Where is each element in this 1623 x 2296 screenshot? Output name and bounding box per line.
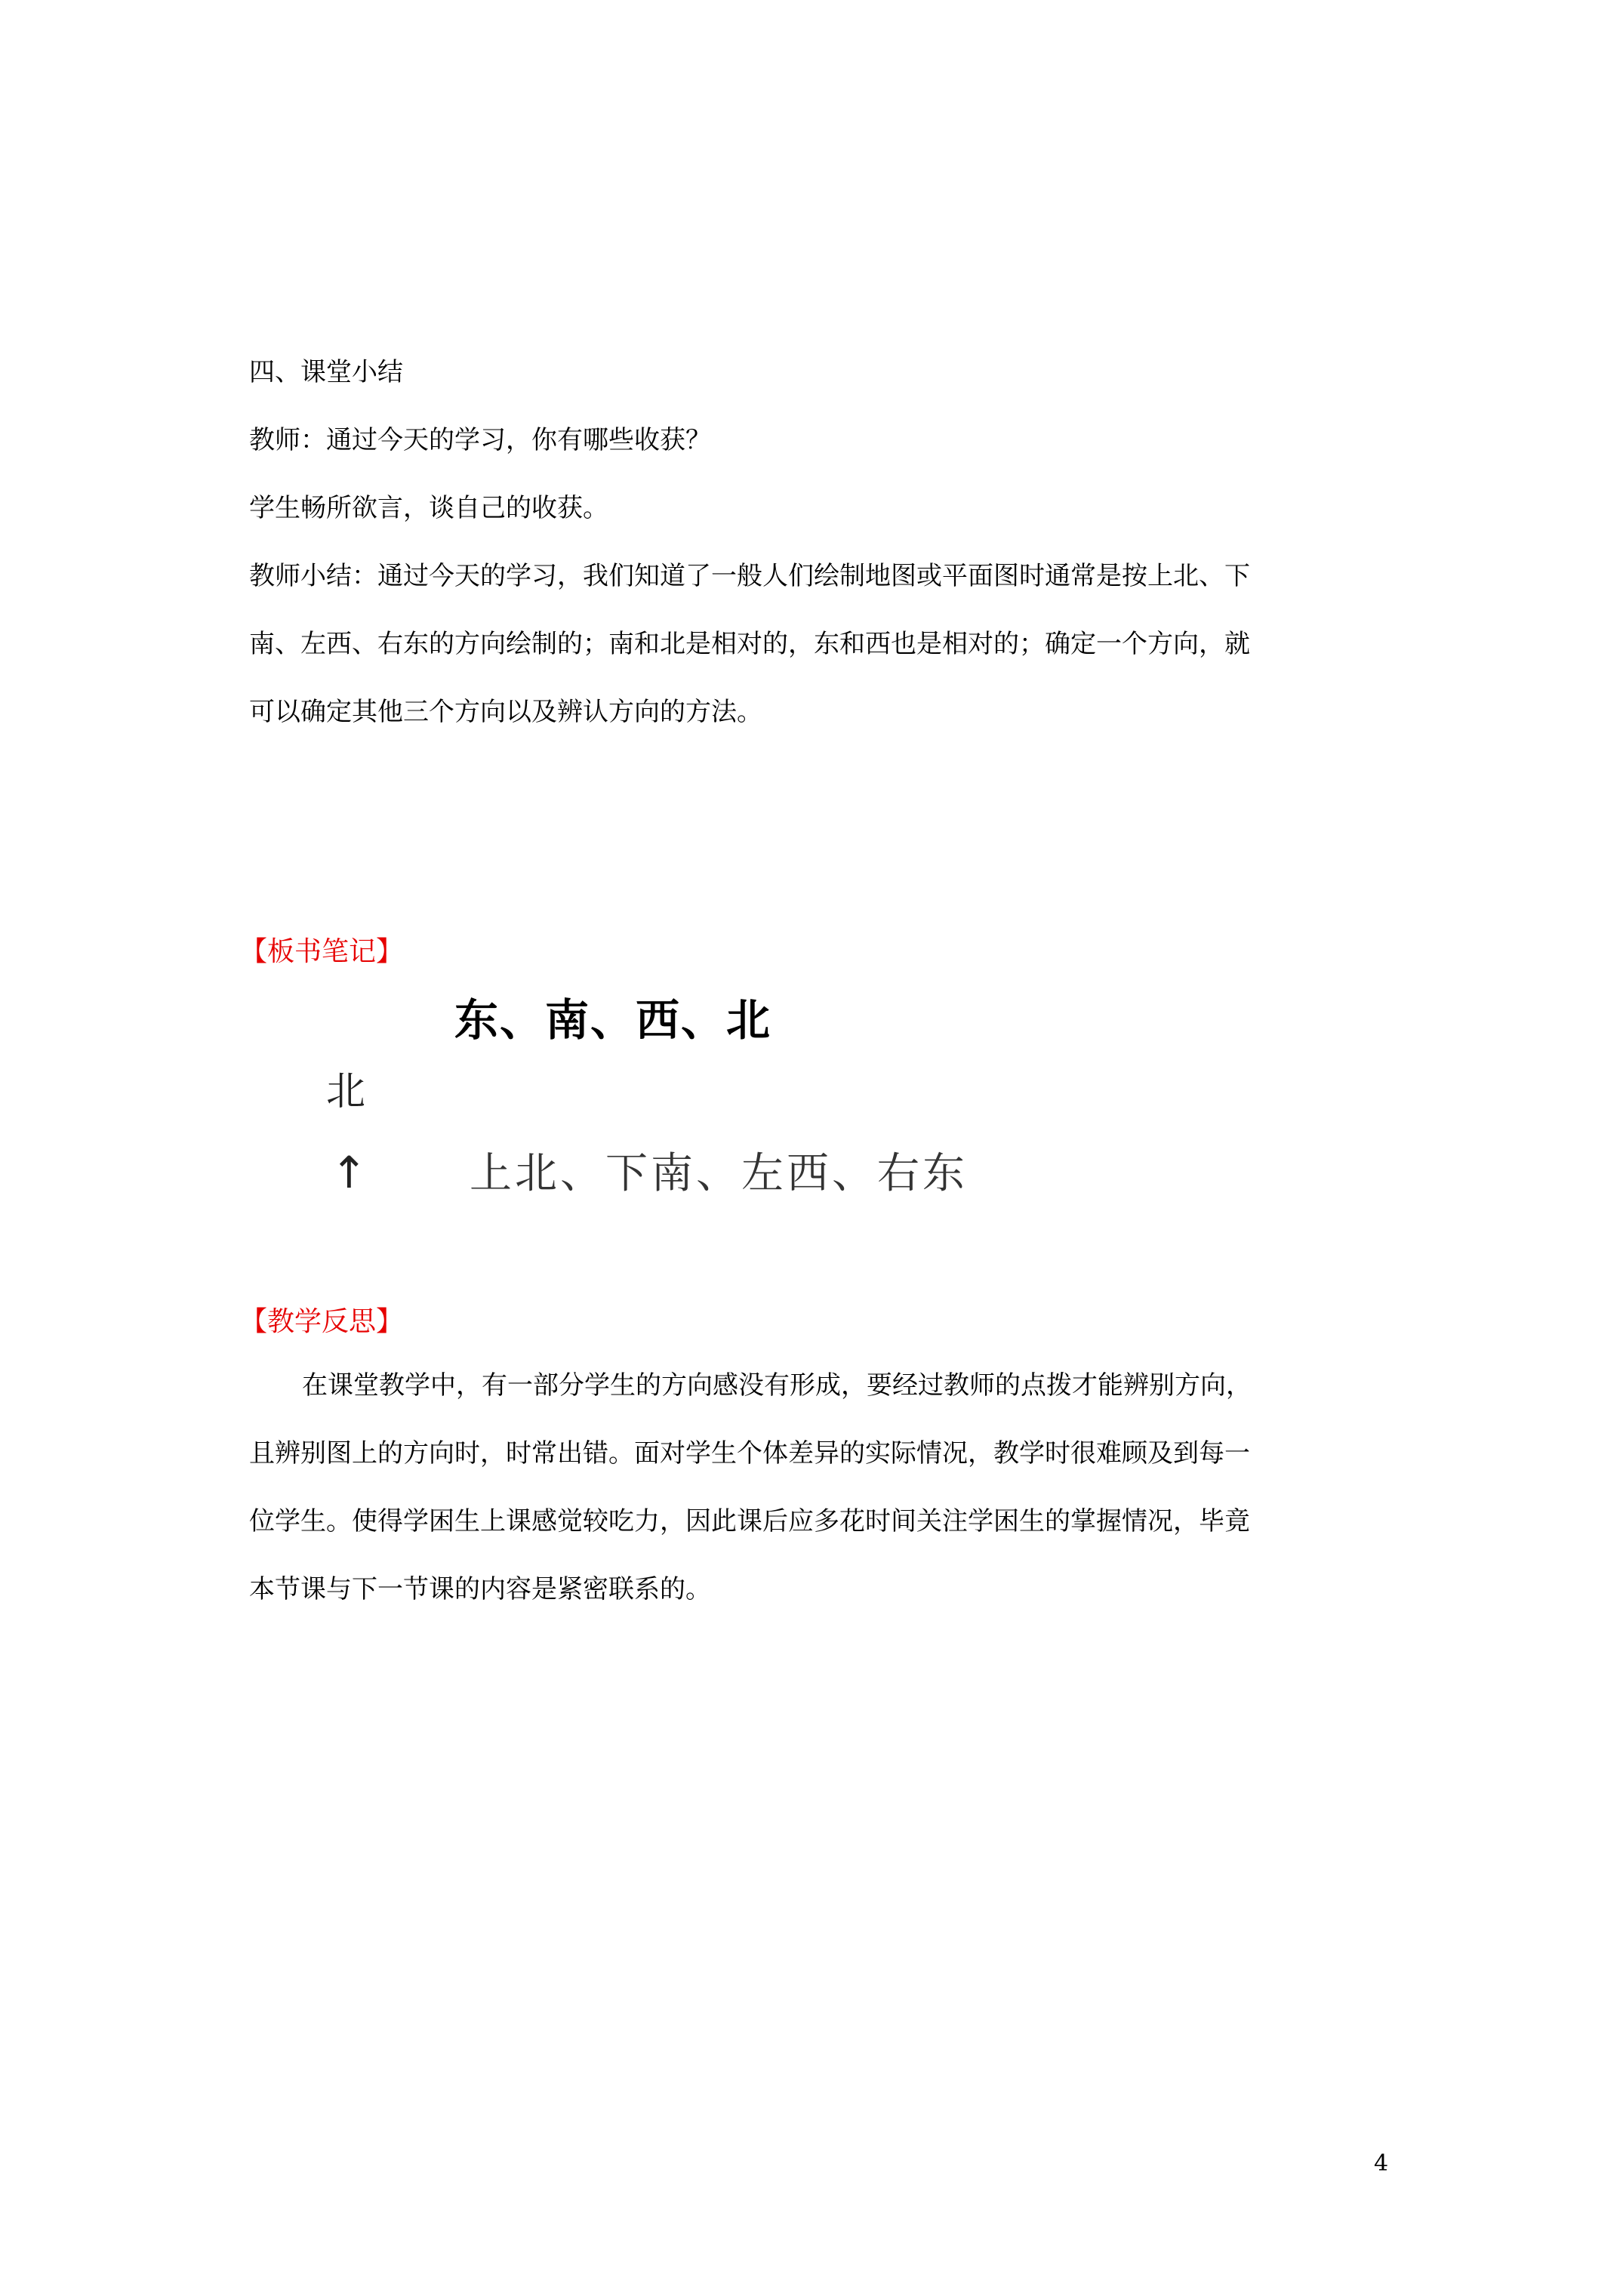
summary-line-1: 教师：通过今天的学习，你有哪些收获？ (249, 425, 711, 455)
summary-line-2: 学生畅所欲言，谈自己的收获。 (249, 493, 608, 523)
summary-line-4: 南、左西、右东的方向绘制的；南和北是相对的，东和西也是相对的；确定一个方向，就 (249, 629, 1250, 659)
board-notes-heading: 【板书笔记】 (240, 936, 404, 967)
reflection-line-4: 本节课与下一节课的内容是紧密联系的。 (249, 1574, 711, 1604)
reflection-line-1: 在课堂教学中，有一部分学生的方向感没有形成，要经过教师的点拨才能辨别方向， (302, 1370, 1252, 1401)
page-number: 4 (1374, 2150, 1389, 2177)
summary-line-3: 教师小结：通过今天的学习，我们知道了一般人们绘制地图或平面图时通常是按上北、下 (249, 561, 1250, 591)
reflection-line-2: 且辨别图上的方向时，时常出错。面对学生个体差异的实际情况，教学时很难顾及到每一 (249, 1438, 1250, 1469)
board-direction-rule: 上北、下南、左西、右东 (470, 1149, 968, 1198)
board-notes-figure (249, 982, 1004, 1231)
summary-line-5: 可以确定其他三个方向以及辨认方向的方法。 (249, 697, 762, 727)
reflection-line-3: 位学生。使得学困生上课感觉较吃力，因此课后应多花时间关注学困生的掌握情况，毕竟 (249, 1506, 1250, 1536)
reflection-heading: 【教学反思】 (240, 1306, 404, 1337)
up-arrow-icon: ↑ (331, 1147, 368, 1198)
board-title: 东、南、西、北 (454, 994, 772, 1046)
board-north-label: 北 (326, 1069, 366, 1114)
section-heading-summary: 四、课堂小结 (249, 357, 403, 387)
